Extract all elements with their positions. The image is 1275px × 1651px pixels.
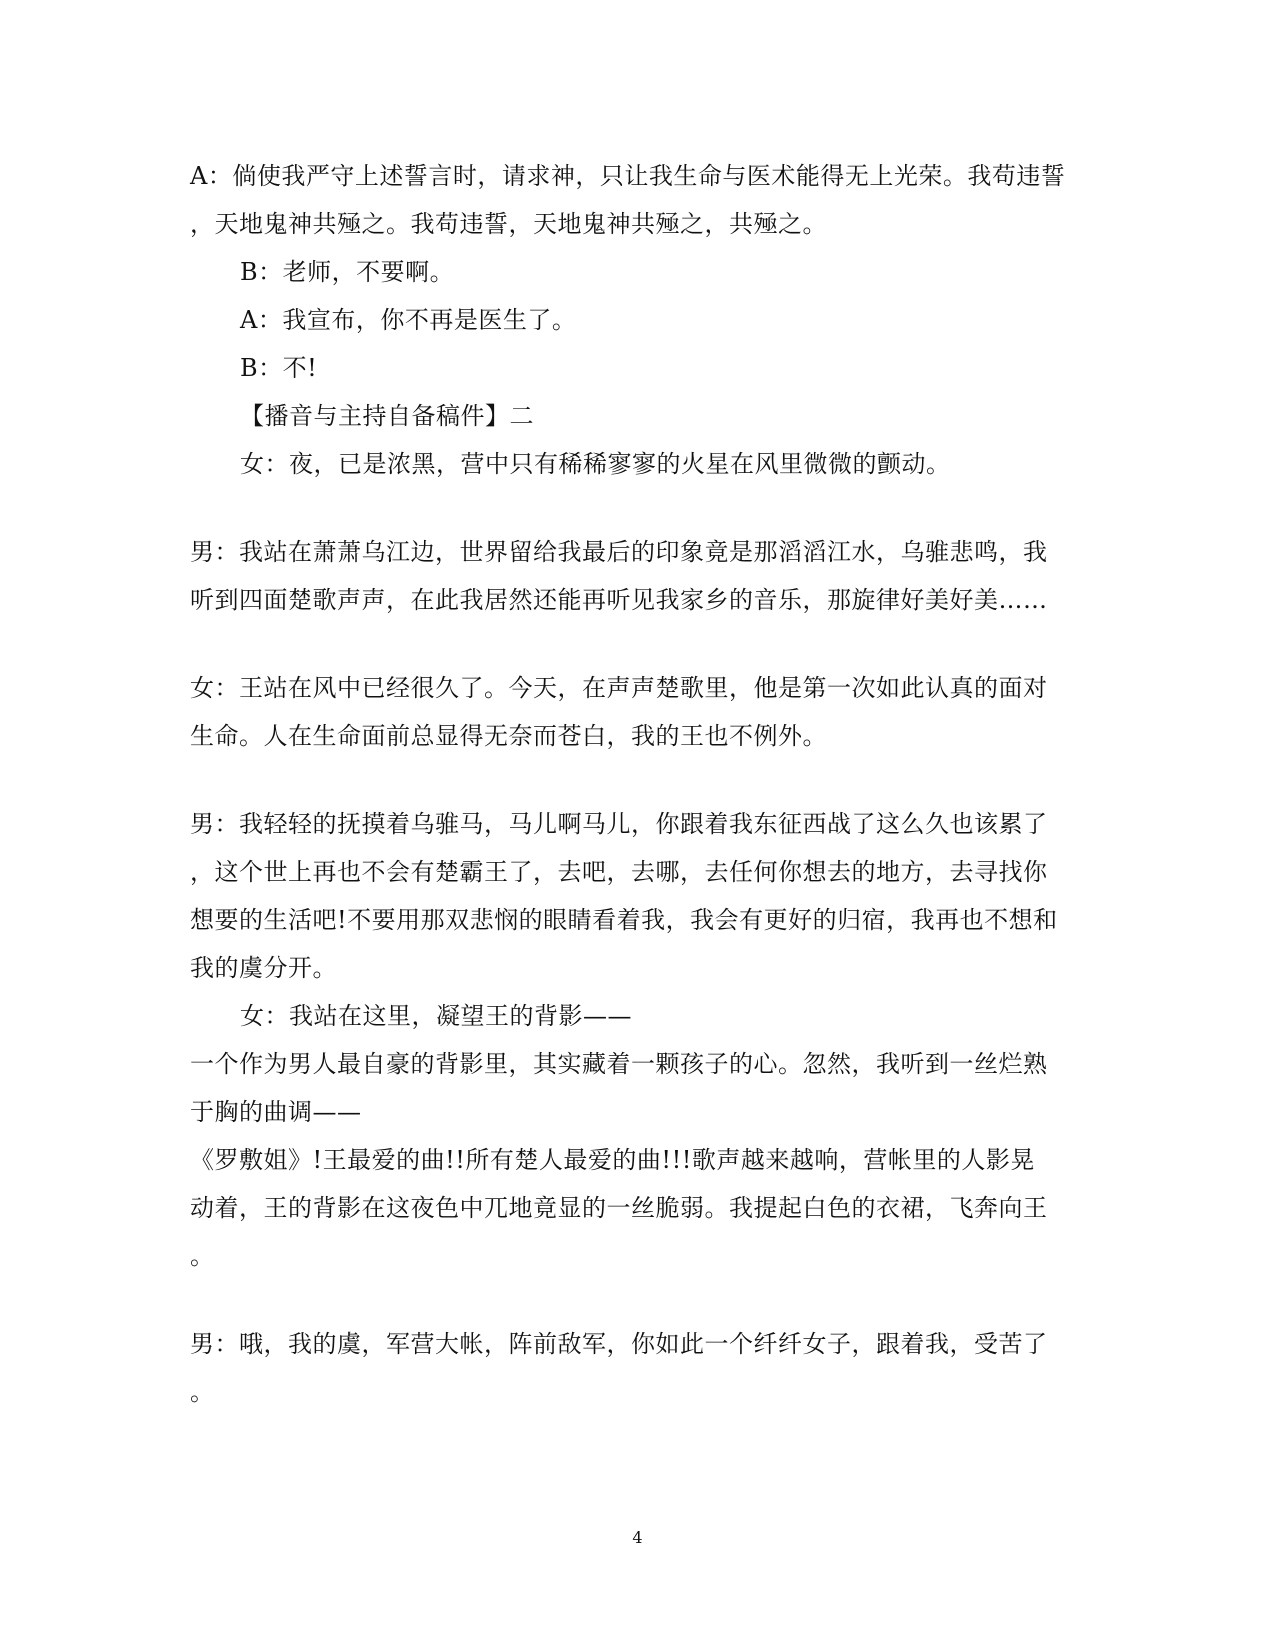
text-line: B：不!: [240, 354, 318, 382]
text-line: A：倘使我严守上述誓言时，请求神，只让我生命与医术能得无上光荣。我苟违誓: [190, 162, 1066, 190]
text-line: 男：我站在萧萧乌江边，世界留给我最后的印象竟是那滔滔江水，乌骓悲鸣，我: [190, 538, 1048, 566]
text-line: 女：王站在风中已经很久了。今天，在声声楚歌里，他是第一次如此认真的面对: [190, 674, 1048, 702]
text-line: 女：夜，已是浓黑，营中只有稀稀寥寥的火星在风里微微的颤动。: [240, 450, 951, 478]
text-line: 一个作为男人最自豪的背影里，其实藏着一颗孩子的心。忽然，我听到一丝烂熟: [190, 1050, 1048, 1078]
text-line: 。: [190, 1378, 215, 1406]
text-line: ，天地鬼神共殛之。我苟违誓，天地鬼神共殛之，共殛之。: [190, 210, 827, 238]
section-heading: 【播音与主持自备稿件】二: [240, 402, 534, 430]
text-line: 听到四面楚歌声声，在此我居然还能再听见我家乡的音乐，那旋律好美好美……: [190, 586, 1048, 614]
text-line: 想要的生活吧!不要用那双悲悯的眼睛看着我，我会有更好的归宿，我再也不想和: [190, 906, 1058, 934]
text-line: 女：我站在这里，凝望王的背影——: [240, 1002, 632, 1030]
text-line: 生命。人在生命面前总显得无奈而苍白，我的王也不例外。: [190, 722, 827, 750]
text-line: ，这个世上再也不会有楚霸王了，去吧，去哪，去任何你想去的地方，去寻找你: [190, 858, 1048, 886]
text-line: 《罗敷姐》!王最爱的曲!!所有楚人最爱的曲!!!歌声越来越响，营帐里的人影晃: [190, 1146, 1035, 1174]
text-line: 男：我轻轻的抚摸着乌骓马，马儿啊马儿，你跟着我东征西战了这么久也该累了: [190, 810, 1048, 838]
text-line: A：我宣布，你不再是医生了。: [240, 306, 577, 334]
text-line: 我的虞分开。: [190, 954, 337, 982]
page-number: 4: [632, 1528, 643, 1547]
text-line: B：老师，不要啊。: [240, 258, 455, 286]
text-line: 动着，王的背影在这夜色中兀地竟显的一丝脆弱。我提起白色的衣裙，飞奔向王: [190, 1194, 1048, 1222]
text-line: 于胸的曲调——: [190, 1098, 362, 1126]
text-line: 男：哦，我的虞，军营大帐，阵前敌军，你如此一个纤纤女子，跟着我，受苦了: [190, 1330, 1048, 1358]
text-line: 。: [190, 1242, 215, 1270]
